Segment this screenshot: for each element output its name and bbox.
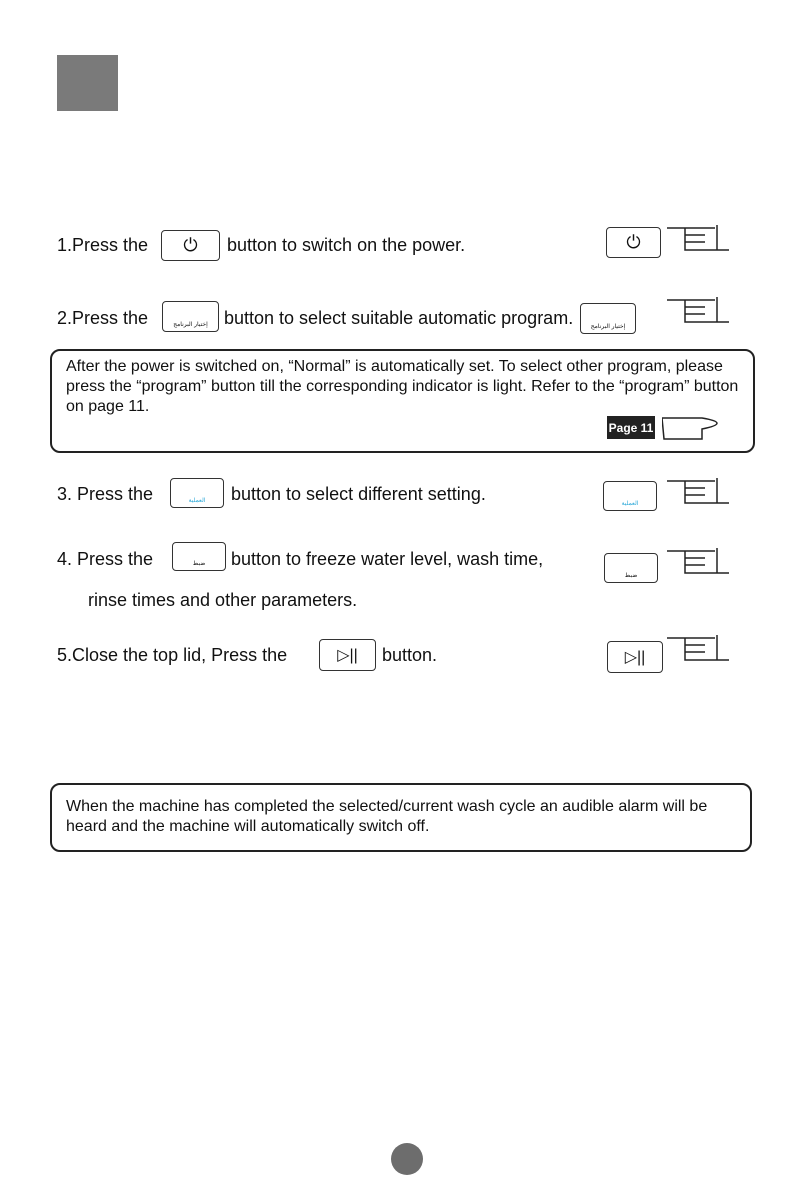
step-5-suffix: button. bbox=[382, 645, 438, 665]
step-5-prefix: 5.Close the top lid, Press the bbox=[57, 645, 288, 665]
pointing-hand-icon bbox=[662, 415, 726, 445]
start-pause-button-icon: ▷|| bbox=[319, 639, 376, 671]
power-button-icon-ref: ⏻ bbox=[606, 227, 661, 258]
alarm-note-text: When the machine has completed the selected/current wash cycle an audible alarm will be heard and the machine will automatically switch off. bbox=[66, 798, 708, 835]
set-button-icon: ضبط bbox=[172, 542, 226, 571]
step-4-continuation: rinse times and other parameters. bbox=[88, 590, 358, 610]
step-2-suffix: button to select suitable automatic program. bbox=[224, 308, 574, 328]
pointing-hand-icon bbox=[665, 635, 729, 665]
step-1-suffix: button to switch on the power. bbox=[227, 235, 466, 255]
step-4-suffix: button to freeze water level, wash time, bbox=[231, 549, 544, 569]
process-button-icon: العملية bbox=[170, 478, 224, 508]
section-marker bbox=[57, 55, 118, 111]
power-button-icon: ⏻ bbox=[161, 230, 220, 261]
step-1-prefix: 1.Press the bbox=[57, 235, 149, 255]
pointing-hand-icon bbox=[665, 297, 729, 327]
pointing-hand-icon bbox=[665, 548, 729, 578]
page-number-marker bbox=[391, 1143, 423, 1175]
process-button-icon-ref: العملية bbox=[603, 481, 657, 511]
info-note-alarm bbox=[50, 783, 752, 852]
pointing-hand-icon bbox=[665, 225, 729, 255]
step-4-prefix: 4. Press the bbox=[57, 549, 154, 569]
info-note-text: After the power is switched on, “Normal” is automatically set. To select other program, please press the “program” button till the corresponding indicator is light. Refer to the “program” button on page 11. bbox=[66, 358, 739, 415]
pointing-hand-icon bbox=[665, 478, 729, 508]
step-1 bbox=[57, 235, 148, 256]
set-button-icon-ref: ضبط bbox=[604, 553, 658, 583]
step-2-prefix: 2.Press the bbox=[57, 308, 149, 328]
step-3-prefix: 3. Press the bbox=[57, 484, 154, 504]
step-3-suffix: button to select different setting. bbox=[231, 484, 486, 504]
page-11-badge: Page 11 bbox=[607, 416, 655, 439]
program-button-icon-ref: إختيار البرنامج bbox=[580, 303, 636, 334]
program-button-icon: إختيار البرنامج bbox=[162, 301, 219, 332]
start-pause-button-icon-ref: ▷|| bbox=[607, 641, 663, 673]
